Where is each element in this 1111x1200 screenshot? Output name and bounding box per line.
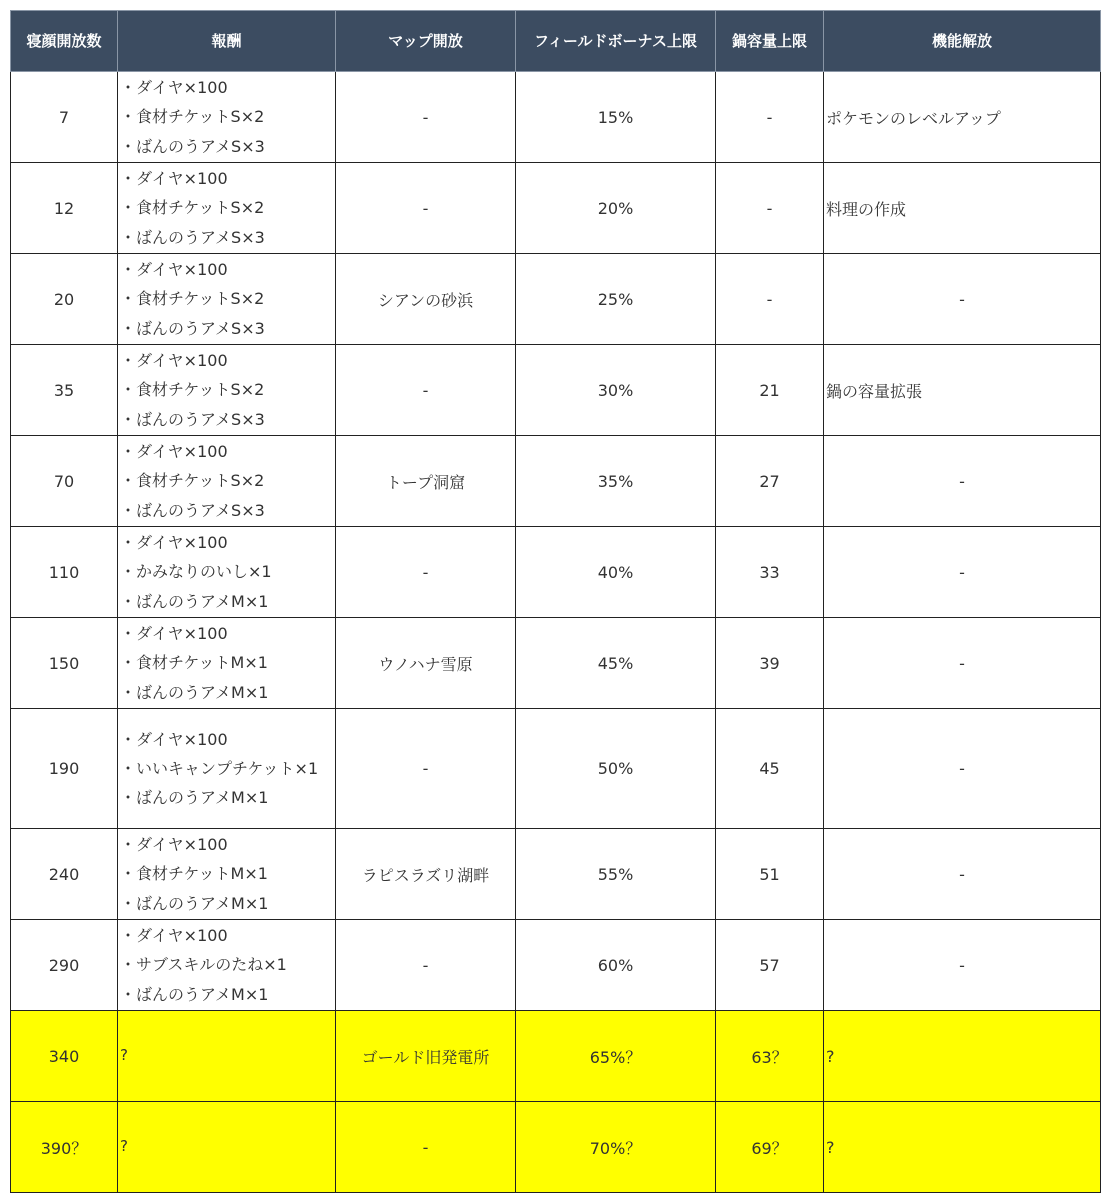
cell-rewards (118, 527, 336, 618)
cell-pot-capacity: 21 (716, 345, 824, 436)
cell-map: - (336, 163, 516, 254)
reward-item: ・ダイヤ×100 (120, 926, 228, 946)
cell-pot-capacity: - (716, 163, 824, 254)
reward-item: ・ばんのうアメM×1 (120, 788, 269, 808)
cell-count: 70 (11, 436, 118, 527)
header-field-bonus: フィールドボーナス上限 (516, 11, 716, 72)
cell-pot-capacity: 57 (716, 920, 824, 1011)
cell-count: 190 (11, 709, 118, 829)
cell-map: - (336, 1102, 516, 1193)
cell-feature-unlock: - (824, 254, 1101, 345)
reward-item: ? (120, 1046, 128, 1065)
cell-map: シアンの砂浜 (336, 254, 516, 345)
cell-count: 12 (11, 163, 118, 254)
cell-map: - (336, 527, 516, 618)
cell-field-bonus: 65%？ (516, 1011, 716, 1102)
cell-rewards (118, 345, 336, 436)
cell-pot-capacity: 45 (716, 709, 824, 829)
reward-item: ・ダイヤ×100 (120, 442, 228, 462)
reward-item: ・いいキャンプチケット×1 (120, 758, 319, 778)
header-rewards: 報酬 (118, 11, 336, 72)
header-feature-unlock: 機能解放 (824, 11, 1101, 72)
reward-item: ・かみなりのいし×1 (120, 562, 272, 582)
reward-item: ・食材チケットS×2 (120, 198, 265, 218)
cell-feature-unlock: - (824, 436, 1101, 527)
table-body (11, 72, 1101, 1193)
cell-field-bonus: 25% (516, 254, 716, 345)
table-row (11, 436, 1101, 527)
reward-item: ・食材チケットS×2 (120, 289, 265, 309)
table-row (11, 1102, 1101, 1193)
sleep-style-unlock-table (10, 10, 1101, 1193)
reward-item: ・ダイヤ×100 (120, 169, 228, 189)
reward-item: ・ダイヤ×100 (120, 835, 228, 855)
table-header-row (11, 11, 1101, 72)
cell-field-bonus: 45% (516, 618, 716, 709)
cell-feature-unlock: - (824, 618, 1101, 709)
cell-map: - (336, 709, 516, 829)
header-count: 寝顔開放数 (11, 11, 118, 72)
reward-item: ? (120, 1137, 128, 1156)
cell-pot-capacity: 33 (716, 527, 824, 618)
reward-item: ・ダイヤ×100 (120, 351, 228, 371)
cell-pot-capacity: 63？ (716, 1011, 824, 1102)
cell-field-bonus: 40% (516, 527, 716, 618)
table-row (11, 1011, 1101, 1102)
cell-feature-unlock: - (824, 709, 1101, 829)
reward-item: ・ばんのうアメS×3 (120, 318, 265, 338)
cell-field-bonus: 60% (516, 920, 716, 1011)
table-row (11, 920, 1101, 1011)
cell-count: 7 (11, 72, 118, 163)
table-row (11, 72, 1101, 163)
cell-count: 150 (11, 618, 118, 709)
cell-map: - (336, 345, 516, 436)
cell-field-bonus: 35% (516, 436, 716, 527)
cell-rewards (118, 72, 336, 163)
reward-item: ・ばんのうアメS×3 (120, 500, 265, 520)
cell-count: 110 (11, 527, 118, 618)
reward-item: ・食材チケットM×1 (120, 653, 268, 673)
cell-map: ウノハナ雪原 (336, 618, 516, 709)
cell-count: 390？ (11, 1102, 118, 1193)
cell-rewards (118, 618, 336, 709)
cell-rewards (118, 920, 336, 1011)
cell-rewards (118, 709, 336, 829)
reward-item: ・食材チケットS×2 (120, 107, 265, 127)
reward-item: ・食材チケットM×1 (120, 864, 268, 884)
cell-feature-unlock: - (824, 920, 1101, 1011)
cell-feature-unlock: - (824, 829, 1101, 920)
cell-rewards (118, 1011, 336, 1102)
cell-feature-unlock: 鍋の容量拡張 (824, 345, 1101, 436)
reward-item: ・ダイヤ×100 (120, 260, 228, 280)
table-row (11, 709, 1101, 829)
table-row (11, 829, 1101, 920)
table-row (11, 254, 1101, 345)
cell-feature-unlock: ? (824, 1102, 1101, 1193)
cell-field-bonus: 30% (516, 345, 716, 436)
cell-rewards (118, 254, 336, 345)
cell-rewards (118, 829, 336, 920)
table-row (11, 163, 1101, 254)
cell-field-bonus: 15% (516, 72, 716, 163)
cell-map: トープ洞窟 (336, 436, 516, 527)
cell-field-bonus: 70%？ (516, 1102, 716, 1193)
cell-pot-capacity: 39 (716, 618, 824, 709)
cell-pot-capacity: - (716, 72, 824, 163)
cell-field-bonus: 20% (516, 163, 716, 254)
cell-map: ラピスラズリ湖畔 (336, 829, 516, 920)
cell-map: - (336, 920, 516, 1011)
cell-field-bonus: 50% (516, 709, 716, 829)
cell-feature-unlock: - (824, 527, 1101, 618)
reward-item: ・食材チケットS×2 (120, 471, 265, 491)
cell-feature-unlock: ? (824, 1011, 1101, 1102)
reward-item: ・ダイヤ×100 (120, 533, 228, 553)
reward-item: ・ばんのうアメM×1 (120, 682, 269, 702)
header-map: マップ開放 (336, 11, 516, 72)
reward-item: ・ばんのうアメM×1 (120, 893, 269, 913)
cell-count: 240 (11, 829, 118, 920)
table-row (11, 618, 1101, 709)
cell-rewards (118, 436, 336, 527)
reward-item: ・ダイヤ×100 (120, 729, 228, 749)
cell-feature-unlock: ポケモンのレベルアップ (824, 72, 1101, 163)
cell-count: 20 (11, 254, 118, 345)
cell-pot-capacity: - (716, 254, 824, 345)
cell-count: 35 (11, 345, 118, 436)
cell-pot-capacity: 27 (716, 436, 824, 527)
reward-item: ・ダイヤ×100 (120, 624, 228, 644)
reward-item: ・食材チケットS×2 (120, 380, 265, 400)
cell-count: 290 (11, 920, 118, 1011)
table-row (11, 527, 1101, 618)
reward-item: ・ばんのうアメM×1 (120, 591, 269, 611)
reward-item: ・ダイヤ×100 (120, 78, 228, 98)
cell-map: ゴールド旧発電所 (336, 1011, 516, 1102)
cell-map: - (336, 72, 516, 163)
reward-item: ・ばんのうアメM×1 (120, 984, 269, 1004)
reward-item: ・ばんのうアメS×3 (120, 409, 265, 429)
table-row (11, 345, 1101, 436)
header-pot-capacity: 鍋容量上限 (716, 11, 824, 72)
cell-count: 340 (11, 1011, 118, 1102)
cell-field-bonus: 55% (516, 829, 716, 920)
reward-item: ・ばんのうアメS×3 (120, 227, 265, 247)
cell-rewards (118, 1102, 336, 1193)
cell-feature-unlock: 料理の作成 (824, 163, 1101, 254)
reward-item: ・サブスキルのたね×1 (120, 955, 287, 975)
cell-pot-capacity: 69？ (716, 1102, 824, 1193)
cell-rewards (118, 163, 336, 254)
reward-item: ・ばんのうアメS×3 (120, 136, 265, 156)
cell-pot-capacity: 51 (716, 829, 824, 920)
